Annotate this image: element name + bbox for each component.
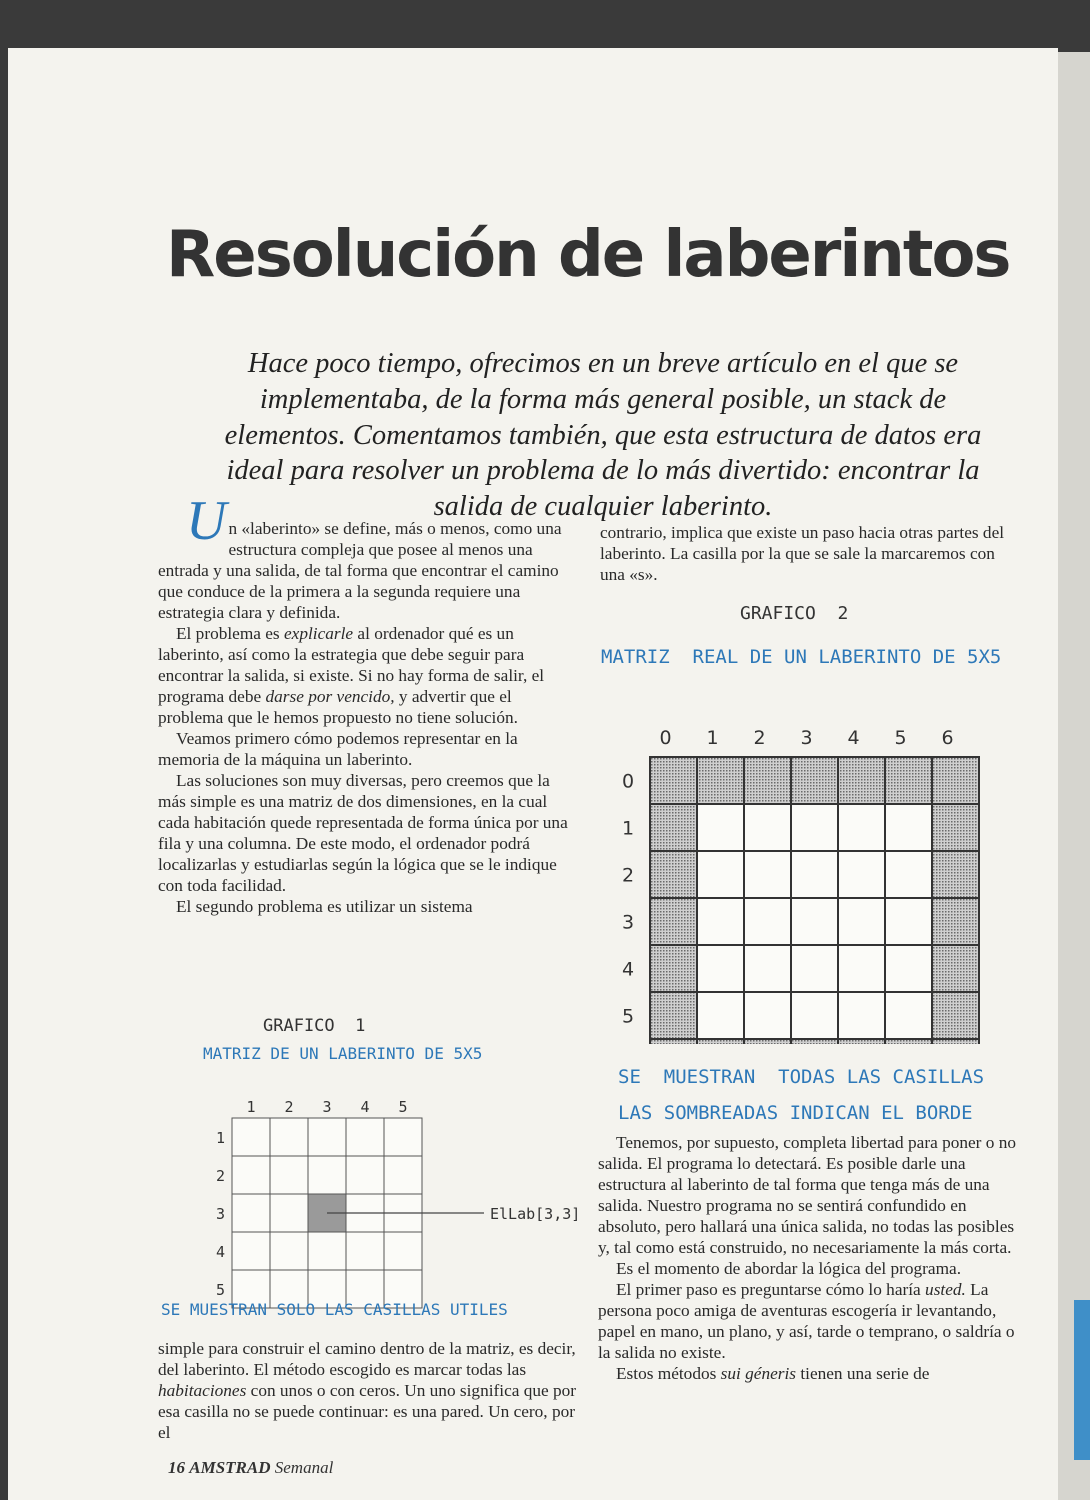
figure-2-title: MATRIZ REAL DE UN LABERINTO DE 5X5: [601, 646, 1002, 668]
column-label: 2: [753, 727, 766, 749]
maze-cell: [697, 804, 744, 851]
maze-cell: [791, 992, 838, 1039]
maze-cell: [885, 851, 932, 898]
maze-cell: [838, 804, 885, 851]
column-label: 1: [706, 727, 719, 749]
maze-cell: [885, 945, 932, 992]
border-cell: [697, 757, 744, 804]
border-cell: [932, 757, 979, 804]
maze-cell: [838, 945, 885, 992]
maze-cell: [697, 898, 744, 945]
paragraph: [158, 490, 578, 623]
paragraph: El problema es explicarle al ordenador qué es un laberinto, así como la estrategia que debe seguir para encontrar la salida, si existe. Si no hay forma de salir, el programa debe darse por vencido, y advertir que el problema que le hemos propuesto no tiene solución.: [158, 624, 545, 727]
maze-cell: [697, 851, 744, 898]
maze-cell: [232, 1118, 270, 1156]
border-cell: [650, 804, 697, 851]
maze-cell: [885, 898, 932, 945]
maze-cell: [885, 992, 932, 1039]
maze-cell: [232, 1156, 270, 1194]
article-intro: Hace poco tiempo, ofrecimos en un breve artículo en el que se implementaba, de la forma más general posible, un stack de elementos. Comentamos también, que esta estructura de datos era ideal para resolver un problema de lo más divertido: encontrar la salida de cualquier laberinto.: [224, 348, 982, 523]
figure-1-grid: [198, 1070, 598, 1330]
border-cell: [932, 945, 979, 992]
maze-cell: [838, 898, 885, 945]
maze-cell: [791, 804, 838, 851]
column-1-bottom: [158, 1338, 578, 1443]
column-label: 1: [246, 1098, 256, 1116]
border-cell: [650, 757, 697, 804]
column-label: 6: [941, 727, 954, 749]
figure-2-caption-1: SE MUESTRAN TODAS LAS CASILLAS: [618, 1066, 985, 1088]
border-cell: [650, 945, 697, 992]
border-cell: [650, 851, 697, 898]
callout-label: ElLab[3,3]: [490, 1205, 581, 1223]
drop-cap: U: [186, 490, 227, 552]
paragraph: Veamos primero cómo podemos representar en la memoria de la máquina un laberinto.: [158, 729, 518, 769]
maze-cell: [270, 1194, 308, 1232]
row-label: 2: [215, 1167, 225, 1185]
figure-1-label: GRAFICO 1: [263, 1016, 366, 1036]
border-cell: [697, 1039, 744, 1044]
maze-cell: [308, 1232, 346, 1270]
column-label: 0: [659, 727, 672, 749]
paragraph: Es el momento de abordar la lógica del programa.: [616, 1259, 962, 1278]
magazine-section: Semanal: [274, 1458, 334, 1477]
row-label: 5: [621, 1005, 635, 1028]
column-label: 4: [847, 727, 860, 749]
maze-cell: [270, 1156, 308, 1194]
page-tab-marker: [1074, 1300, 1090, 1460]
row-label: 3: [621, 911, 635, 934]
row-label: 3: [215, 1205, 225, 1223]
figure-2-label: GRAFICO 2: [740, 603, 849, 624]
border-cell: [932, 804, 979, 851]
maze-cell: [791, 945, 838, 992]
border-cell: [932, 1039, 979, 1044]
article-title: Resolución de laberintos: [166, 218, 1010, 292]
border-cell: [885, 757, 932, 804]
column-2-bottom: [598, 1132, 1020, 1384]
row-label: 4: [621, 958, 635, 981]
page-number: 16: [168, 1458, 185, 1477]
border-cell: [838, 1039, 885, 1044]
figure-1-title: MATRIZ DE UN LABERINTO DE 5X5: [203, 1044, 483, 1063]
border-cell: [791, 1039, 838, 1044]
paragraph: El segundo problema es utilizar un sistema: [176, 897, 473, 916]
magazine-brand: AMSTRAD: [189, 1458, 271, 1477]
maze-cell: [384, 1232, 422, 1270]
maze-cell: [346, 1118, 384, 1156]
maze-cell: [791, 851, 838, 898]
maze-cell: [384, 1156, 422, 1194]
maze-cell: [838, 851, 885, 898]
row-label: 1: [215, 1129, 225, 1147]
column-label: 5: [894, 727, 907, 749]
row-label: 0: [621, 770, 635, 793]
border-cell: [744, 1039, 791, 1044]
column-2-top: [600, 522, 1020, 585]
paragraph-text: n «laberinto» se define, más o menos, como una estructura compleja que posee al menos una entrada y una salida, de tal forma que encontrar el camino que conduce de la primera a la segunda requiere una estrategia clara y definida.: [158, 519, 562, 622]
border-cell: [650, 898, 697, 945]
maze-cell: [346, 1156, 384, 1194]
column-label: 3: [322, 1098, 332, 1116]
column-label: 2: [284, 1098, 294, 1116]
border-cell: [791, 757, 838, 804]
maze-cell: [270, 1232, 308, 1270]
figure-2-grid: [600, 674, 1020, 1044]
paragraph: Tenemos, por supuesto, completa libertad para poner o no salida. El programa lo detectará. Es posible darle una estructura al laberinto de tal forma que tenga más de una salida. Nuestro programa no se sentirá confundido en absoluto, pero hallará una única salida, no todas las posibles y, tal como está construido, no necesariamente la más corta.: [598, 1133, 1016, 1257]
row-label: 2: [621, 864, 635, 887]
maze-cell: [744, 898, 791, 945]
border-cell: [838, 757, 885, 804]
next-page-edge: [1058, 52, 1090, 1500]
column-label: 4: [360, 1098, 370, 1116]
paragraph: contrario, implica que existe un paso hacia otras partes del laberinto. La casilla por la que se sale la marcaremos con una «s».: [600, 523, 1005, 584]
row-label: 4: [215, 1243, 225, 1261]
paragraph: Estos métodos sui géneris tienen una serie de: [616, 1364, 930, 1383]
maze-cell: [232, 1194, 270, 1232]
row-label: 1: [621, 817, 635, 840]
paragraph: simple para construir el camino dentro de la matriz, es decir, del laberinto. El método escogido es marcar todas las habitaciones con unos o con ceros. Un uno significa que por esa casilla no se puede continuar: es una pared. Un cero, por el: [158, 1339, 577, 1442]
maze-cell: [308, 1118, 346, 1156]
column-1-top: [158, 490, 578, 917]
maze-cell: [744, 804, 791, 851]
border-cell: [650, 1039, 697, 1044]
column-label: 5: [398, 1098, 408, 1116]
maze-cell: [270, 1118, 308, 1156]
maze-cell: [346, 1232, 384, 1270]
border-cell: [932, 851, 979, 898]
maze-cell: [308, 1156, 346, 1194]
page-footer: [168, 1458, 333, 1478]
border-cell: [932, 898, 979, 945]
border-cell: [744, 757, 791, 804]
paragraph: Las soluciones son muy diversas, pero creemos que la más simple es una matriz de dos dimensiones, en la cual cada habitación quede representada de forma única por una fila y una columna. De este modo, el ordenador podrá localizarlas y estudiarlas según la lógica que se le indique con toda facilidad.: [158, 771, 568, 895]
maze-cell: [744, 945, 791, 992]
maze-cell: [885, 804, 932, 851]
maze-cell: [791, 898, 838, 945]
border-cell: [932, 992, 979, 1039]
maze-cell: [697, 992, 744, 1039]
maze-cell: [697, 945, 744, 992]
figure-2-caption-2: LAS SOMBREADAS INDICAN EL BORDE: [618, 1102, 973, 1124]
figure-1-caption: SE MUESTRAN SOLO LAS CASILLAS UTILES: [161, 1300, 508, 1319]
maze-cell: [232, 1232, 270, 1270]
maze-cell: [838, 992, 885, 1039]
border-cell: [650, 992, 697, 1039]
row-label: 5: [215, 1281, 225, 1299]
border-cell: [885, 1039, 932, 1044]
maze-cell: [744, 851, 791, 898]
maze-cell: [744, 992, 791, 1039]
magazine-page: [8, 48, 1058, 1500]
maze-cell: [384, 1118, 422, 1156]
column-label: 3: [800, 727, 813, 749]
paragraph: El primer paso es preguntarse cómo lo haría usted. La persona poco amiga de aventuras escogería ir levantando, papel en mano, un plano, y así, tarde o temprano, o saldría o la salida no existe.: [598, 1280, 1015, 1362]
